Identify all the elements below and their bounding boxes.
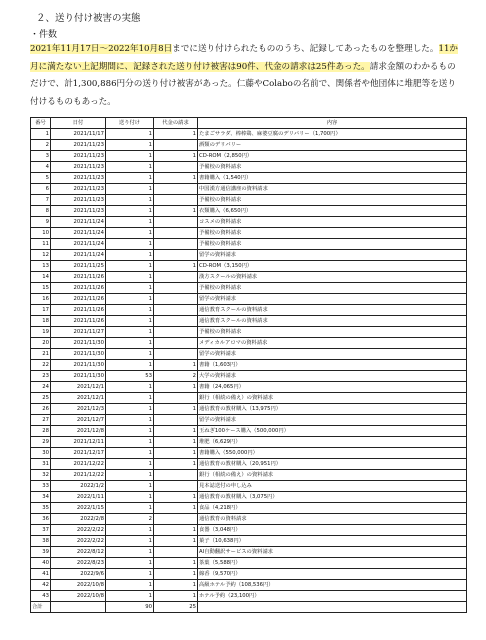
row-number: 43 bbox=[31, 591, 51, 602]
row-sent: 1 bbox=[106, 492, 154, 503]
row-content: 線香（9,570円） bbox=[198, 569, 467, 580]
row-number: 36 bbox=[31, 514, 51, 525]
total-billed: 25 bbox=[154, 602, 198, 613]
row-sent: 1 bbox=[106, 481, 154, 492]
table-row bbox=[31, 591, 467, 602]
row-billed: 1 bbox=[154, 206, 198, 217]
row-content: 食品（4,218円） bbox=[198, 503, 467, 514]
row-content: 通信教育の資料請求 bbox=[198, 514, 467, 525]
row-number: 28 bbox=[31, 426, 51, 437]
row-billed bbox=[154, 316, 198, 327]
row-sent: 1 bbox=[106, 459, 154, 470]
row-date: 2021/12/17 bbox=[51, 448, 106, 459]
table-row bbox=[31, 305, 467, 316]
row-billed: 1 bbox=[154, 459, 198, 470]
table-row bbox=[31, 261, 467, 272]
table-row bbox=[31, 239, 467, 250]
row-billed: 1 bbox=[154, 426, 198, 437]
row-content: 書籍（24,065円） bbox=[198, 382, 467, 393]
row-number: 1 bbox=[31, 129, 51, 140]
total-content bbox=[198, 602, 467, 613]
row-sent: 2 bbox=[106, 514, 154, 525]
table-row bbox=[31, 503, 467, 514]
summary-paragraph bbox=[30, 41, 462, 111]
row-sent: 1 bbox=[106, 272, 154, 283]
row-date: 2022/2/22 bbox=[51, 525, 106, 536]
table-row bbox=[31, 162, 467, 173]
table-row bbox=[31, 382, 467, 393]
row-content: 書籍購入（1,540円） bbox=[198, 173, 467, 184]
row-billed bbox=[154, 195, 198, 206]
row-billed: 1 bbox=[154, 569, 198, 580]
row-number: 11 bbox=[31, 239, 51, 250]
row-content: ホテル予約（23,100円） bbox=[198, 591, 467, 602]
table-header-row bbox=[31, 118, 467, 129]
row-date: 2021/12/22 bbox=[51, 459, 106, 470]
row-date: 2021/12/1 bbox=[51, 382, 106, 393]
row-content: 菓子（10,638円） bbox=[198, 536, 467, 547]
row-date: 2022/2/22 bbox=[51, 536, 106, 547]
row-billed bbox=[154, 338, 198, 349]
table-row bbox=[31, 437, 467, 448]
records-table bbox=[30, 117, 467, 613]
row-content: 通信教育の教材購入（20,951円） bbox=[198, 459, 467, 470]
row-date: 2021/11/23 bbox=[51, 195, 106, 206]
row-number: 42 bbox=[31, 580, 51, 591]
row-date: 2021/11/30 bbox=[51, 349, 106, 360]
table-row bbox=[31, 140, 467, 151]
row-number: 5 bbox=[31, 173, 51, 184]
row-date: 2022/10/8 bbox=[51, 591, 106, 602]
row-sent: 1 bbox=[106, 547, 154, 558]
row-number: 26 bbox=[31, 404, 51, 415]
row-content: CD-ROM（2,850円） bbox=[198, 151, 467, 162]
row-date: 2022/2/8 bbox=[51, 514, 106, 525]
row-sent: 1 bbox=[106, 316, 154, 327]
row-billed: 1 bbox=[154, 173, 198, 184]
period-text: 2021年11月17日〜2022年10月8日 bbox=[30, 44, 173, 54]
row-content: 茶葉（5,588円） bbox=[198, 558, 467, 569]
row-content: AI自動翻訳サービスの資料請求 bbox=[198, 547, 467, 558]
row-number: 35 bbox=[31, 503, 51, 514]
row-number: 10 bbox=[31, 228, 51, 239]
row-content: 書籍購入（550,000円） bbox=[198, 448, 467, 459]
row-billed: 1 bbox=[154, 261, 198, 272]
row-date: 2022/1/15 bbox=[51, 503, 106, 514]
row-content: 玉ねぎ100ケース購入（500,000円） bbox=[198, 426, 467, 437]
row-number: 22 bbox=[31, 360, 51, 371]
row-number: 3 bbox=[31, 151, 51, 162]
row-date: 2022/8/12 bbox=[51, 547, 106, 558]
row-billed bbox=[154, 140, 198, 151]
row-content: 予備校の資料請求 bbox=[198, 283, 467, 294]
table-row bbox=[31, 338, 467, 349]
row-number: 24 bbox=[31, 382, 51, 393]
row-number: 9 bbox=[31, 217, 51, 228]
row-number: 37 bbox=[31, 525, 51, 536]
row-sent: 1 bbox=[106, 294, 154, 305]
row-number: 23 bbox=[31, 371, 51, 382]
table-row bbox=[31, 459, 467, 470]
row-date: 2021/11/26 bbox=[51, 283, 106, 294]
table-row bbox=[31, 404, 467, 415]
row-number: 13 bbox=[31, 261, 51, 272]
row-billed bbox=[154, 547, 198, 558]
row-date: 2021/12/8 bbox=[51, 426, 106, 437]
row-sent: 1 bbox=[106, 140, 154, 151]
row-billed: 1 bbox=[154, 503, 198, 514]
row-billed bbox=[154, 217, 198, 228]
row-content: 衣類購入（6,650円） bbox=[198, 206, 467, 217]
table-row bbox=[31, 569, 467, 580]
row-number: 8 bbox=[31, 206, 51, 217]
table-row bbox=[31, 173, 467, 184]
row-date: 2021/11/26 bbox=[51, 316, 106, 327]
row-content: 中国漢方通信講座の資料請求 bbox=[198, 184, 467, 195]
table-row bbox=[31, 316, 467, 327]
row-number: 17 bbox=[31, 305, 51, 316]
table-row bbox=[31, 525, 467, 536]
row-content: 予備校の資料請求 bbox=[198, 228, 467, 239]
row-sent: 53 bbox=[106, 371, 154, 382]
row-content: 書籍（1,603円） bbox=[198, 360, 467, 371]
row-billed bbox=[154, 239, 198, 250]
row-billed: 1 bbox=[154, 437, 198, 448]
row-number: 39 bbox=[31, 547, 51, 558]
row-number: 18 bbox=[31, 316, 51, 327]
row-date: 2021/11/26 bbox=[51, 305, 106, 316]
row-number: 16 bbox=[31, 294, 51, 305]
row-date: 2021/11/26 bbox=[51, 294, 106, 305]
row-billed: 1 bbox=[154, 404, 198, 415]
row-number: 19 bbox=[31, 327, 51, 338]
row-sent: 1 bbox=[106, 360, 154, 371]
row-sent: 1 bbox=[106, 404, 154, 415]
table-row bbox=[31, 558, 467, 569]
col-date-header: 日付 bbox=[51, 118, 106, 129]
table-row bbox=[31, 327, 467, 338]
row-number: 21 bbox=[31, 349, 51, 360]
row-billed bbox=[154, 283, 198, 294]
row-number: 33 bbox=[31, 481, 51, 492]
row-date: 2022/8/23 bbox=[51, 558, 106, 569]
row-sent: 1 bbox=[106, 536, 154, 547]
table-row bbox=[31, 426, 467, 437]
row-sent: 1 bbox=[106, 437, 154, 448]
row-billed bbox=[154, 272, 198, 283]
table-row bbox=[31, 393, 467, 404]
row-content: 留学の資料請求 bbox=[198, 415, 467, 426]
row-number: 30 bbox=[31, 448, 51, 459]
table-row bbox=[31, 371, 467, 382]
row-content: 予備校の資料請求 bbox=[198, 195, 467, 206]
row-sent: 1 bbox=[106, 591, 154, 602]
row-date: 2021/11/23 bbox=[51, 140, 106, 151]
table-row bbox=[31, 151, 467, 162]
table-row bbox=[31, 481, 467, 492]
section-heading: ２、送り付け被害の実態 bbox=[36, 13, 141, 24]
row-date: 2021/12/1 bbox=[51, 393, 106, 404]
row-date: 2021/11/24 bbox=[51, 217, 106, 228]
row-sent: 1 bbox=[106, 129, 154, 140]
row-date: 2022/10/8 bbox=[51, 580, 106, 591]
row-billed: 1 bbox=[154, 558, 198, 569]
row-content: 銀行（相続の備え）の資料請求 bbox=[198, 393, 467, 404]
row-date: 2021/12/3 bbox=[51, 404, 106, 415]
row-number: 29 bbox=[31, 437, 51, 448]
row-sent: 1 bbox=[106, 217, 154, 228]
table-row bbox=[31, 184, 467, 195]
row-number: 6 bbox=[31, 184, 51, 195]
row-billed: 1 bbox=[154, 151, 198, 162]
table-row bbox=[31, 349, 467, 360]
row-content: 食器（3,048円） bbox=[198, 525, 467, 536]
row-date: 2022/1/11 bbox=[51, 492, 106, 503]
row-sent: 1 bbox=[106, 250, 154, 261]
amount-text: 請求金額のわかるものだけで、計1,300,886円分の送り付け被害があった。仁藤やColaboの名前で、関係者や他団体に堆肥等を送り付けるものもあった。 bbox=[30, 61, 456, 107]
row-date: 2021/11/24 bbox=[51, 239, 106, 250]
row-content: 留学の資料請求 bbox=[198, 294, 467, 305]
row-billed bbox=[154, 162, 198, 173]
row-sent: 1 bbox=[106, 349, 154, 360]
row-billed: 1 bbox=[154, 492, 198, 503]
row-billed: 1 bbox=[154, 536, 198, 547]
row-billed: 1 bbox=[154, 360, 198, 371]
row-sent: 1 bbox=[106, 426, 154, 437]
row-sent: 1 bbox=[106, 239, 154, 250]
row-content: たまごサラダ、棒棒鶏、麻婆豆腐のデリバリー（1,700円） bbox=[198, 129, 467, 140]
row-billed bbox=[154, 305, 198, 316]
row-billed bbox=[154, 250, 198, 261]
row-content: 大学の資料請求 bbox=[198, 371, 467, 382]
col-billed-header: 代金の請求 bbox=[154, 118, 198, 129]
table-row bbox=[31, 470, 467, 481]
table-row bbox=[31, 415, 467, 426]
table-row bbox=[31, 129, 467, 140]
row-number: 4 bbox=[31, 162, 51, 173]
row-content: 酒類のデリバリー bbox=[198, 140, 467, 151]
row-billed: 1 bbox=[154, 525, 198, 536]
row-sent: 1 bbox=[106, 525, 154, 536]
row-date: 2021/11/24 bbox=[51, 250, 106, 261]
row-billed: 1 bbox=[154, 382, 198, 393]
row-number: 12 bbox=[31, 250, 51, 261]
row-billed bbox=[154, 393, 198, 404]
row-date: 2022/1/2 bbox=[51, 481, 106, 492]
table-row bbox=[31, 195, 467, 206]
intro-text: までに送り付けられたもののうち、記録してあったものを整理した。 bbox=[172, 44, 439, 54]
row-content: 銀行（相続の備え）の資料請求 bbox=[198, 470, 467, 481]
row-billed: 1 bbox=[154, 580, 198, 591]
row-date: 2021/12/7 bbox=[51, 415, 106, 426]
table-row bbox=[31, 547, 467, 558]
row-sent: 1 bbox=[106, 261, 154, 272]
row-sent: 1 bbox=[106, 162, 154, 173]
row-date: 2021/11/24 bbox=[51, 228, 106, 239]
row-date: 2021/11/17 bbox=[51, 129, 106, 140]
table-row bbox=[31, 360, 467, 371]
row-number: 41 bbox=[31, 569, 51, 580]
row-sent: 1 bbox=[106, 338, 154, 349]
row-sent: 1 bbox=[106, 470, 154, 481]
row-sent: 1 bbox=[106, 283, 154, 294]
row-sent: 1 bbox=[106, 327, 154, 338]
row-number: 15 bbox=[31, 283, 51, 294]
row-content: 留学の資料請求 bbox=[198, 349, 467, 360]
row-content: 留学の資料請求 bbox=[198, 250, 467, 261]
table-row bbox=[31, 514, 467, 525]
row-date: 2022/9/6 bbox=[51, 569, 106, 580]
row-number: 31 bbox=[31, 459, 51, 470]
count-text: 11か月に満たない上記期間に、記録された送り付け被害は90件、代金の請求は25件あった。 bbox=[30, 44, 459, 72]
row-number: 38 bbox=[31, 536, 51, 547]
table-row bbox=[31, 206, 467, 217]
row-billed bbox=[154, 228, 198, 239]
row-number: 32 bbox=[31, 470, 51, 481]
row-sent: 1 bbox=[106, 558, 154, 569]
table-row bbox=[31, 228, 467, 239]
row-content: 予備校の資料請求 bbox=[198, 327, 467, 338]
row-date: 2021/11/23 bbox=[51, 173, 106, 184]
table-row bbox=[31, 580, 467, 591]
table-row bbox=[31, 448, 467, 459]
row-billed: 1 bbox=[154, 129, 198, 140]
row-sent: 1 bbox=[106, 393, 154, 404]
row-sent: 1 bbox=[106, 195, 154, 206]
row-date: 2021/11/27 bbox=[51, 327, 106, 338]
row-number: 20 bbox=[31, 338, 51, 349]
row-sent: 1 bbox=[106, 448, 154, 459]
table-row bbox=[31, 294, 467, 305]
row-sent: 1 bbox=[106, 569, 154, 580]
row-billed bbox=[154, 349, 198, 360]
col-sent-header: 送り付け bbox=[106, 118, 154, 129]
row-number: 40 bbox=[31, 558, 51, 569]
row-date: 2021/11/30 bbox=[51, 371, 106, 382]
row-date: 2021/12/11 bbox=[51, 437, 106, 448]
table-row bbox=[31, 492, 467, 503]
row-content: 高級ホテル予約（108,536円） bbox=[198, 580, 467, 591]
row-date: 2021/11/23 bbox=[51, 162, 106, 173]
row-sent: 1 bbox=[106, 580, 154, 591]
total-label: 合計 bbox=[31, 602, 51, 613]
row-number: 34 bbox=[31, 492, 51, 503]
row-number: 14 bbox=[31, 272, 51, 283]
row-date: 2021/11/30 bbox=[51, 338, 106, 349]
table-row bbox=[31, 283, 467, 294]
row-content: 堆肥（6,629円） bbox=[198, 437, 467, 448]
row-number: 27 bbox=[31, 415, 51, 426]
row-content: 通信教育の教材購入（13,975円） bbox=[198, 404, 467, 415]
row-sent: 1 bbox=[106, 415, 154, 426]
row-billed bbox=[154, 470, 198, 481]
row-content: 通信教育スクールの資料請求 bbox=[198, 305, 467, 316]
row-billed bbox=[154, 294, 198, 305]
row-sent: 1 bbox=[106, 206, 154, 217]
row-date: 2021/11/30 bbox=[51, 360, 106, 371]
row-date: 2021/11/23 bbox=[51, 151, 106, 162]
table-row bbox=[31, 250, 467, 261]
table-row bbox=[31, 536, 467, 547]
row-billed: 1 bbox=[154, 448, 198, 459]
row-content: 予備校の資料請求 bbox=[198, 162, 467, 173]
row-billed bbox=[154, 327, 198, 338]
row-content: CD-ROM（3,150円） bbox=[198, 261, 467, 272]
row-billed: 2 bbox=[154, 371, 198, 382]
row-billed bbox=[154, 481, 198, 492]
row-billed bbox=[154, 415, 198, 426]
row-content: 見本誌送付の申し込み bbox=[198, 481, 467, 492]
row-sent: 1 bbox=[106, 503, 154, 514]
table-body bbox=[31, 129, 467, 602]
row-number: 25 bbox=[31, 393, 51, 404]
row-date: 2021/11/26 bbox=[51, 272, 106, 283]
row-content: メディカルアロマの資料請求 bbox=[198, 338, 467, 349]
row-date: 2021/11/25 bbox=[51, 261, 106, 272]
row-sent: 1 bbox=[106, 228, 154, 239]
row-sent: 1 bbox=[106, 305, 154, 316]
table-row bbox=[31, 272, 467, 283]
row-sent: 1 bbox=[106, 173, 154, 184]
col-number-header: 番号 bbox=[31, 118, 51, 129]
row-content: コスメの資料請求 bbox=[198, 217, 467, 228]
row-sent: 1 bbox=[106, 184, 154, 195]
subheading: ・件数 bbox=[30, 30, 58, 40]
col-content-header: 内容 bbox=[198, 118, 467, 129]
row-sent: 1 bbox=[106, 151, 154, 162]
row-date: 2021/11/23 bbox=[51, 206, 106, 217]
row-date: 2021/12/22 bbox=[51, 470, 106, 481]
row-number: 7 bbox=[31, 195, 51, 206]
total-row bbox=[31, 602, 467, 613]
table-row bbox=[31, 217, 467, 228]
row-content: 通信教育スクールの資料請求 bbox=[198, 316, 467, 327]
row-number: 2 bbox=[31, 140, 51, 151]
total-sent: 90 bbox=[106, 602, 154, 613]
row-date: 2021/11/23 bbox=[51, 184, 106, 195]
row-content: 漢方スクールの資料請求 bbox=[198, 272, 467, 283]
total-empty bbox=[51, 602, 106, 613]
row-billed: 1 bbox=[154, 591, 198, 602]
row-sent: 1 bbox=[106, 382, 154, 393]
row-billed bbox=[154, 184, 198, 195]
row-billed bbox=[154, 514, 198, 525]
row-content: 予備校の資料請求 bbox=[198, 239, 467, 250]
row-content: 通信教育の教材購入（3,075円） bbox=[198, 492, 467, 503]
